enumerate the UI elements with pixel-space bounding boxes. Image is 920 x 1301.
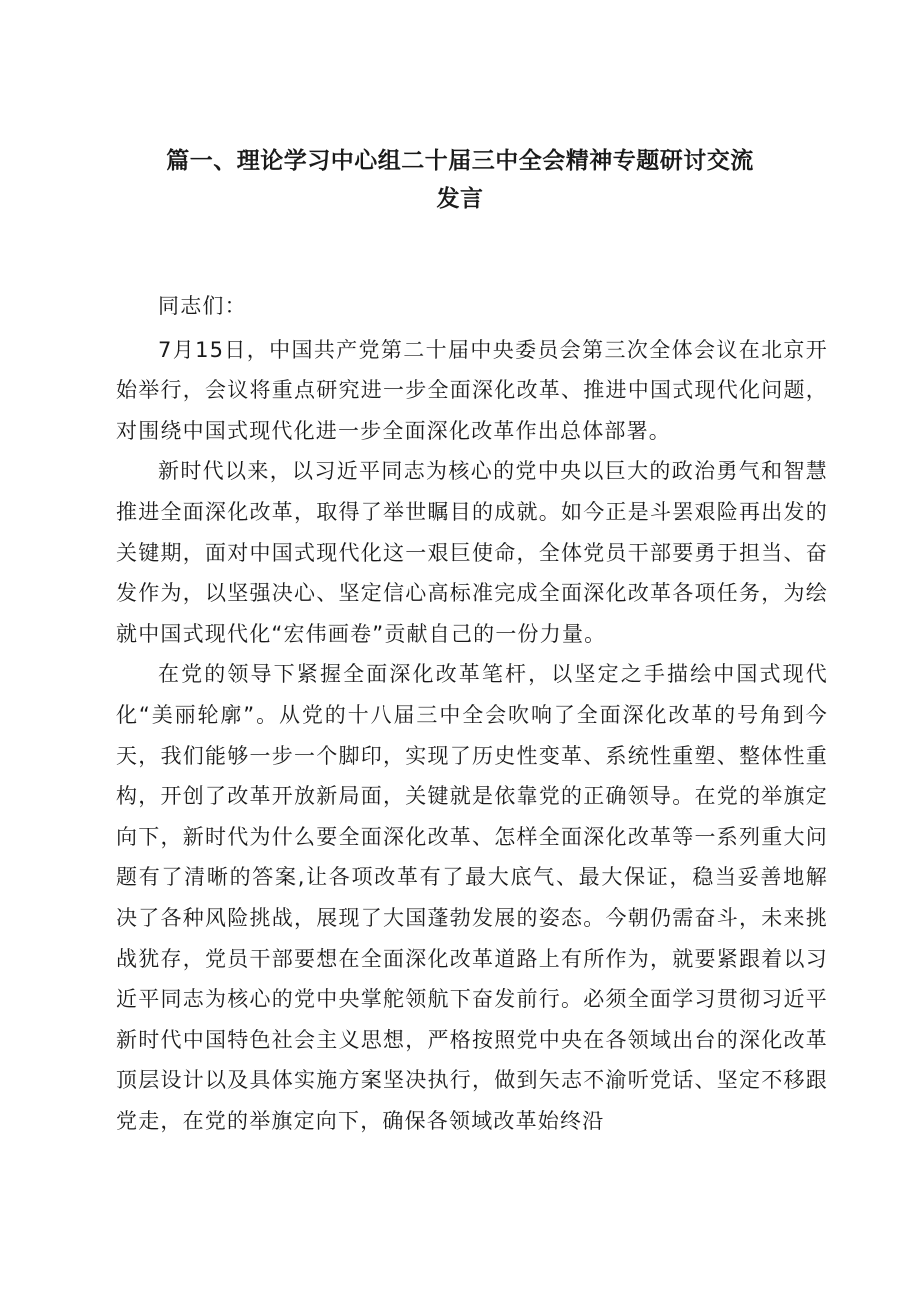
title-line-2: 发言 — [436, 186, 484, 212]
title-line-1: 篇一、理论学习中心组二十届三中全会精神专题研讨交流 — [166, 148, 754, 174]
document-title — [100, 142, 820, 218]
paragraph-1: 7月15日，中国共产党第二十届中央委员会第三次全体会议在北京开始举行，会议将重点研究进一步全面深化改革、推进中国式现代化问题，对围绕中国式现代化进一步全面深化改革作出总体部署。 — [116, 337, 828, 443]
paragraph-2: 新时代以来，以习近平同志为核心的党中央以巨大的政治勇气和智慧推进全面深化改革，取得了举世瞩目的成就。如今正是斗罢艰险再出发的关键期，面对中国式现代化这一艰巨使命，全体党员干部要勇于担当、奋发作为，以坚强决心、坚定信心高标准完成全面深化改革各项任务，为绘就中国式现代化“宏伟画卷”贡献自己的一份力量。 — [116, 459, 828, 646]
greeting: 同志们： — [158, 294, 247, 318]
paragraph-3: 在党的领导下紧握全面深化改革笔杆，以坚定之手描绘中国式现代化“美丽轮廓”。从党的十八届三中全会吹响了全面深化改革的号角到今天，我们能够一步一个脚印，实现了历史性变革、系统性重塑、整体性重构，开创了改革开放新局面，关键就是依靠党的正确领导。在党的举旗定向下，新时代为什么要全面深化改革、怎样全面深化改革等一系列重大问题有了清晰的答案,让各项改革有了最大底气、最大保证，稳当妥善地解决了各种风险挑战，展现了大国蓬勃发展的姿态。今朝仍需奋斗，未来挑战犹存，党员干部要想在全面深化改革道路上有所作为，就要紧跟着以习近平同志为核心的党中央掌舵领航下奋发前行。必须全面学习贯彻习近平新时代中国特色社会主义思想，严格按照党中央在各领域出台的深化改革顶层设计以及具体实施方案坚决执行，做到矢志不渝听党话、坚定不移跟党走，在党的举旗定向下，确保各领域改革始终沿 — [116, 662, 828, 1133]
document-body — [116, 286, 828, 1141]
